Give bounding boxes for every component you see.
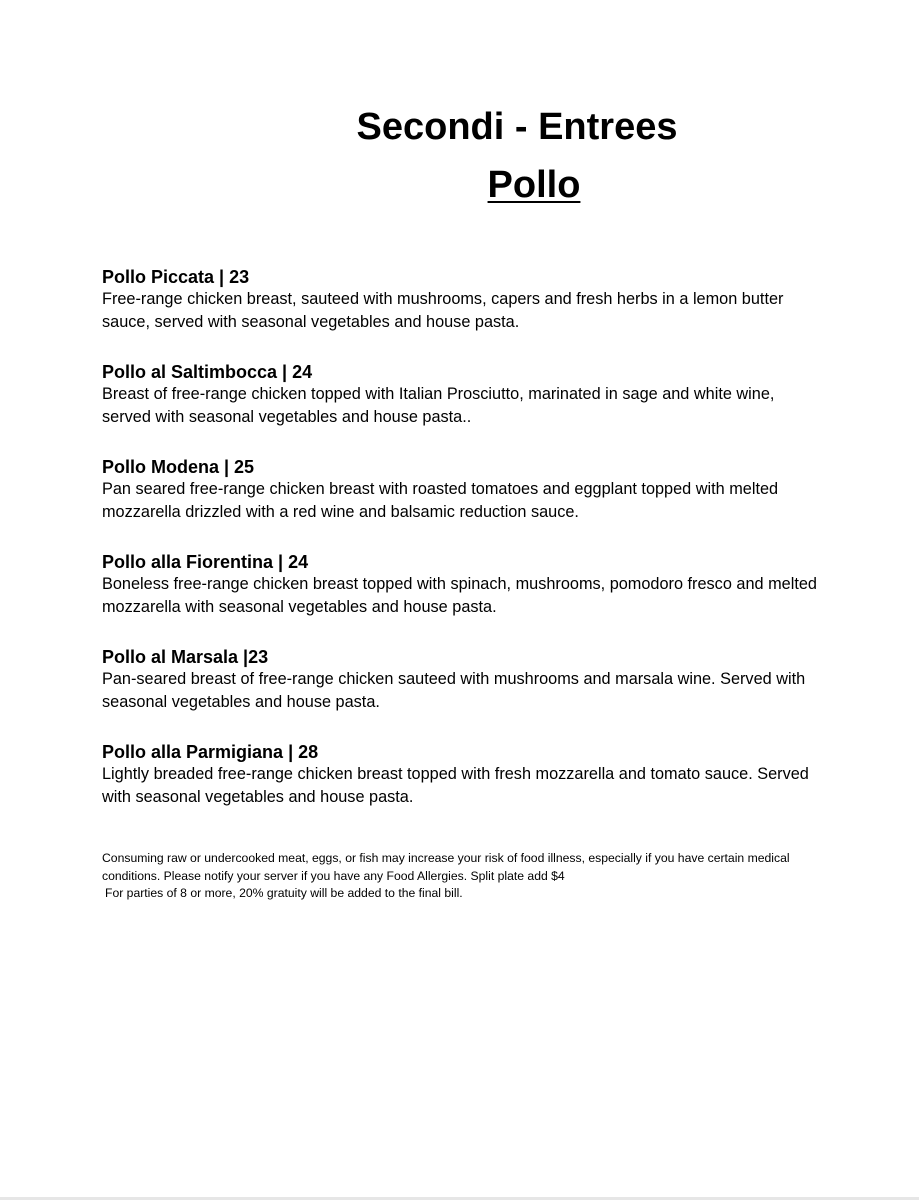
gratuity-notice: For parties of 8 or more, 20% gratuity will be added to the final bill. <box>105 886 463 900</box>
menu-item-description: Pan-seared breast of free-range chicken sauteed with mushrooms and marsala wine. Served with seasonal vegetables and house pasta. <box>102 670 806 711</box>
menu-item-description: Boneless free-range chicken breast topped with spinach, mushrooms, pomodoro fresco and melted mozzarella with seasonal vegetables and house pasta. <box>102 575 817 616</box>
menu-item-name: Pollo Modena | 25 <box>102 457 255 477</box>
allergy-disclaimer: Consuming raw or undercooked meat, eggs, or fish may increase your risk of food illness, especially if you have certain medical conditions. Please notify your server if you have any Food Allergies. Split plate add $4 <box>102 851 790 883</box>
menu-item-name: Pollo al Marsala |23 <box>102 647 269 667</box>
menu-item <box>102 646 822 714</box>
menu-item-description: Pan seared free-range chicken breast with roasted tomatoes and eggplant topped with melted mozzarella drizzled with a red wine and balsamic reduction sauce. <box>102 480 779 521</box>
section-title: Pollo <box>487 164 581 206</box>
menu-item-name: Pollo alla Parmigiana | 28 <box>102 742 319 762</box>
menu-item-name: Pollo alla Fiorentina | 24 <box>102 552 309 572</box>
footer-notice <box>102 850 822 903</box>
menu-item <box>102 266 822 334</box>
menu-item <box>102 456 822 524</box>
menu-item-description: Breast of free-range chicken topped with Italian Prosciutto, marinated in sage and white wine, served with seasonal vegetables and house pasta.. <box>102 385 775 426</box>
menu-item-name: Pollo Piccata | 23 <box>102 267 250 287</box>
menu-items-list <box>102 266 822 836</box>
menu-item-description: Free-range chicken breast, sauteed with mushrooms, capers and fresh herbs in a lemon butter sauce, served with seasonal vegetables and house pasta. <box>102 290 784 331</box>
page-title: Secondi - Entrees <box>356 106 678 148</box>
menu-item-description: Lightly breaded free-range chicken breast topped with fresh mozzarella and tomato sauce. Served with seasonal vegetables and house pasta. <box>102 765 809 806</box>
menu-item-name: Pollo al Saltimbocca | 24 <box>102 362 313 382</box>
menu-item <box>102 361 822 429</box>
menu-item <box>102 551 822 619</box>
menu-item <box>102 741 822 809</box>
